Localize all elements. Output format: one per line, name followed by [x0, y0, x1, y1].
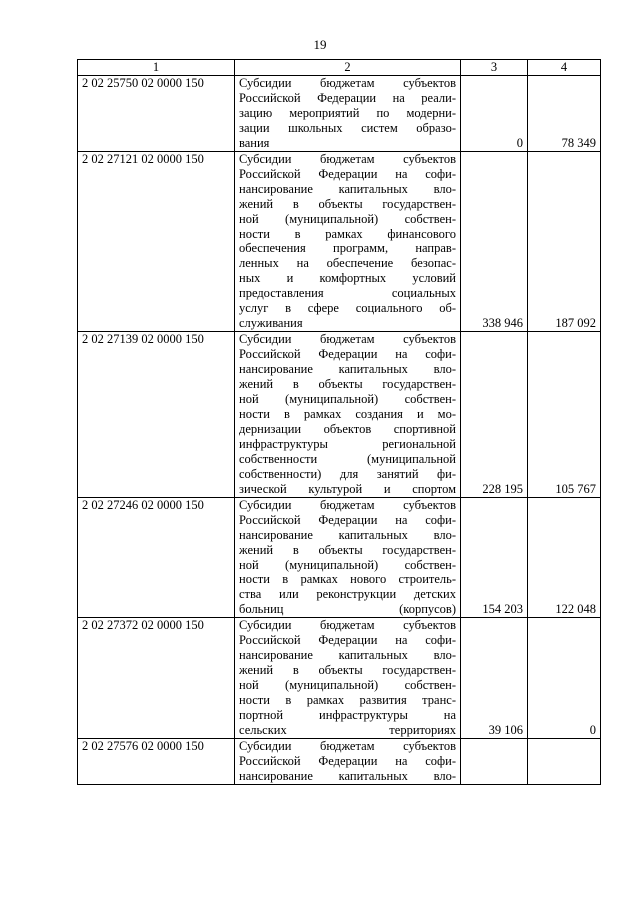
budget-code-cell: 2 02 27121 02 0000 150: [78, 151, 235, 331]
description-line: Субсидии бюджетам субъектов: [239, 332, 456, 347]
description-line: Субсидии бюджетам субъектов: [239, 76, 456, 90]
table-row: [78, 151, 601, 331]
amount-column-3-cell: 39 106: [461, 618, 528, 739]
description-line: Российской Федерации на софи-: [239, 347, 456, 362]
table-row: [78, 76, 601, 152]
description-cell: [235, 332, 461, 497]
description-line: услуг в сфере социального об-: [239, 301, 456, 316]
description-line: Субсидии бюджетам субъектов: [239, 151, 456, 166]
budget-code-cell: 2 02 27372 02 0000 150: [78, 618, 235, 739]
description-line: больниц (корпусов): [239, 602, 456, 617]
column-header-2: 2: [235, 60, 461, 76]
table-row: [78, 332, 601, 497]
budget-code-cell: 2 02 25750 02 0000 150: [78, 76, 235, 152]
amount-column-4-cell: [528, 738, 601, 784]
amount-column-4-cell: 122 048: [528, 497, 601, 618]
column-header-1: 1: [78, 60, 235, 76]
budget-code-cell: 2 02 27246 02 0000 150: [78, 497, 235, 618]
amount-column-3-cell: [461, 738, 528, 784]
table-row: [78, 618, 601, 739]
description-line: жений в объекты государствен-: [239, 377, 456, 392]
budget-code-cell: 2 02 27139 02 0000 150: [78, 332, 235, 497]
description-cell: [235, 151, 461, 331]
description-line: жений в объекты государствен-: [239, 663, 456, 678]
description-line: ной (муниципальной) собствен-: [239, 392, 456, 407]
description-cell: [235, 76, 461, 152]
amount-column-3-cell: 154 203: [461, 497, 528, 618]
description-line: Российской Федерации на софи-: [239, 633, 456, 648]
description-line: Субсидии бюджетам субъектов: [239, 618, 456, 633]
description-line: вания: [239, 135, 270, 150]
column-header-3: 3: [461, 60, 528, 76]
description-line: собственности) для занятий фи-: [239, 466, 456, 481]
table-body: [78, 76, 601, 785]
description-line: ной (муниципальной) собствен-: [239, 678, 456, 693]
description-line: ства или реконструкции детских: [239, 587, 456, 602]
description-line: ности в рамках нового строитель-: [239, 572, 456, 587]
amount-column-4-cell: 187 092: [528, 151, 601, 331]
description-line: ных и комфортных условий: [239, 271, 456, 286]
description-cell: [235, 618, 461, 739]
description-line: дернизации объектов спортивной: [239, 421, 456, 436]
description-line: зации школьных систем образо-: [239, 120, 456, 135]
description-line: зацию мероприятий по модерни-: [239, 105, 456, 120]
budget-table: [77, 59, 601, 785]
description-line: сельских территориях: [239, 722, 456, 737]
description-line: жений в объекты государствен-: [239, 542, 456, 557]
description-cell: [235, 497, 461, 618]
amount-column-4-cell: 0: [528, 618, 601, 739]
header-row: [78, 60, 601, 76]
page-number: 19: [313, 37, 327, 52]
description-line: собственности (муниципальной: [239, 451, 456, 466]
description-line: Российской Федерации на реали-: [239, 90, 456, 105]
description-line: зической культурой и спортом: [239, 481, 456, 496]
description-line: нансирование капитальных вло-: [239, 648, 456, 663]
description-line: нансирование капитальных вло-: [239, 181, 456, 196]
description-cell: [235, 738, 461, 784]
description-line: Российской Федерации на софи-: [239, 512, 456, 527]
description-line: жений в объекты государствен-: [239, 196, 456, 211]
description-line: инфраструктуры региональной: [239, 436, 456, 451]
description-line: ности в рамках развития транс-: [239, 693, 456, 708]
column-header-4: 4: [528, 60, 601, 76]
amount-column-3-cell: 338 946: [461, 151, 528, 331]
table-row: [78, 497, 601, 618]
description-line: ной (муниципальной) собствен-: [239, 211, 456, 226]
description-line: нансирование капитальных вло-: [239, 362, 456, 377]
description-line: ности в рамках создания и мо-: [239, 406, 456, 421]
description-line: нансирование капитальных вло-: [239, 768, 456, 783]
amount-column-4-cell: 105 767: [528, 332, 601, 497]
budget-code-cell: 2 02 27576 02 0000 150: [78, 738, 235, 784]
table-row: [78, 738, 601, 784]
description-line: предоставления социальных: [239, 286, 456, 301]
amount-column-4-cell: 78 349: [528, 76, 601, 152]
description-line: ности в рамках финансового: [239, 226, 456, 241]
description-line: Субсидии бюджетам субъектов: [239, 738, 456, 753]
description-line: обеспечения программ, направ-: [239, 241, 456, 256]
description-line: служивания: [239, 316, 303, 331]
amount-column-3-cell: 228 195: [461, 332, 528, 497]
description-line: Субсидии бюджетам субъектов: [239, 497, 456, 512]
description-line: Российской Федерации на софи-: [239, 753, 456, 768]
amount-column-3-cell: 0: [461, 76, 528, 152]
description-line: ленных на обеспечение безопас-: [239, 256, 456, 271]
description-line: портной инфраструктуры на: [239, 708, 456, 723]
description-line: Российской Федерации на софи-: [239, 166, 456, 181]
description-line: ной (муниципальной) собствен-: [239, 557, 456, 572]
description-line: нансирование капитальных вло-: [239, 527, 456, 542]
